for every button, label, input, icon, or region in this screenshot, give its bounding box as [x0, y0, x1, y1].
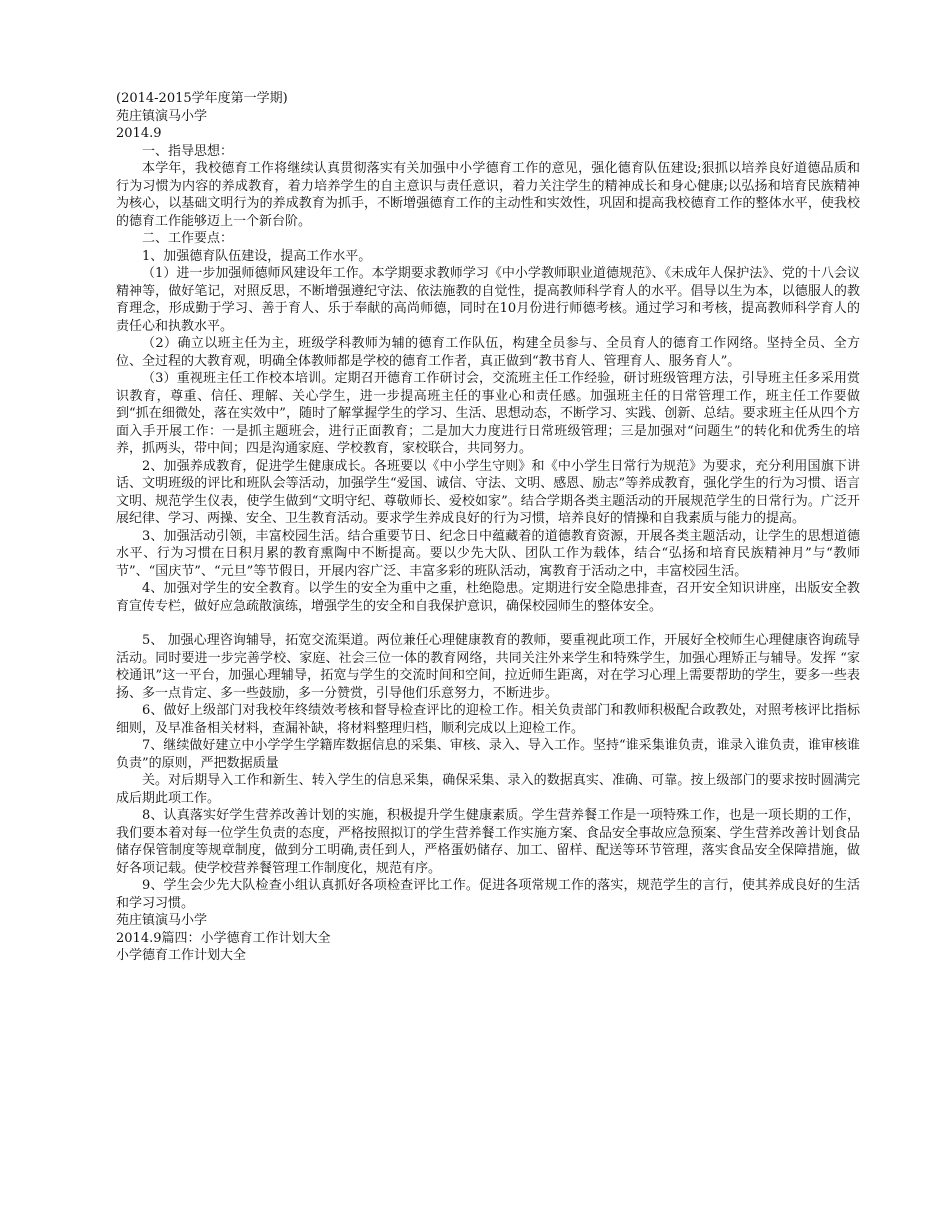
section-heading-guidance: 一、指导思想： — [142, 143, 234, 159]
item-1-heading: 1、加强德育队伍建设，提高工作水平。 — [142, 248, 372, 264]
intro-paragraph: 本学年，我校德育工作将继续认真贯彻落实有关加强中小学德育工作的意见，强化德育队伍建设;狠抓以培养良好道德品质和行为习惯为内容的养成教育，着力培养学生的自主意识与责任意识，着力关注学生的精神成长和身心健康;以弘扬和培育民族精神为核心，以基础文明行为的养成教育为抓手，不断增强德育工作的主动性和实效性，巩固和提高我校德育工作的整体水平，使我校的德育工作能够迈上一个新台阶。 — [116, 161, 860, 229]
blank-line — [116, 615, 860, 632]
item-1-3-paragraph: （3）重视班主任工作校本培训。定期召开德育工作研讨会，交流班主任工作经验，研讨班级管理方法，引导班主任多采用赏识教育，尊重、信任、理解、关心学生，进一步提高班主任的事业心和责任感。加强班主任的日常管理工作，班主任工作要做到“抓在细微处，落在实效中”，随时了解掌握学生的学习、生活、思想动态，不断学习、实践、创新、总结。要求班主任从四个方面入手开展工作：一是抓主题班会，进行正面教育；二是加大力度进行日常班级管理；三是加强对“问题生”的转化和优秀生的培养，抓两头，带中间；四是沟通家庭、学校教育，家校联合，共同努力。 — [116, 371, 860, 456]
item-4-paragraph: 4、加强对学生的安全教育。以学生的安全为重中之重，杜绝隐患。定期进行安全隐患排查，召开安全知识讲座，出版安全教育宣传专栏，做好应急疏散演练，增强学生的安全和自我保护意识，确保校园师生的整体安全。 — [116, 581, 860, 614]
item-1-1-paragraph: （1）进一步加强师德师风建设年工作。本学期要求教师学习《中小学教师职业道德规范》、《未成年人保护法》、党的十八会议精神等，做好笔记，对照反思，不断增强遵纪守法、依法施教的自觉性，提高教师科学育人的水平。倡导以生为本，以德服人的教育理念，形成勤于学习、善于育人、乐于奉献的高尚师德，同时在10月份进行师德考核。通过学习和考核，提高教师科学育人的责任心和执教水平。 — [116, 266, 860, 334]
school-name: 苑庄镇演马小学 — [116, 108, 208, 124]
item-3-paragraph: 3、加强活动引领，丰富校园生活。结合重要节日、纪念日中蕴藏着的道德教育资源，开展各类主题活动，让学生的思想道德水平、行为习惯在日积月累的教育熏陶中不断提高。要以少先大队、团队工作为载体，结合“弘扬和培育民族精神月”与“教师节”、“国庆节”、“元旦”等节假日，开展内容广泛、丰富多彩的班队活动，寓教育于活动之中，丰富校园生活。 — [116, 528, 860, 579]
footer-document-title: 小学德育工作计划大全 — [116, 948, 247, 963]
item-9-paragraph: 9、学生会少先大队检查小组认真抓好各项检查评比工作。促进各项常规工作的落实，规范学生的言行，使其养成良好的生活和学习习惯。 — [116, 878, 860, 911]
item-7-continuation: 关。对后期导入工作和新生、转入学生的信息采集，确保采集、录入的数据真实、准确、可靠。按上级部门的要求按时圆满完成后期此项工作。 — [116, 773, 860, 806]
item-2-paragraph: 2、加强养成教育，促进学生健康成长。各班要以《中小学生守则》和《中小学生日常行为规范》为要求，充分利用国旗下讲话、文明班级的评比和班队会等活动，加强学生“爱国、诚信、守法、文明、感恩、励志”等养成教育，强化学生的行为习惯、语言文明、规范学生仪表，使学生做到“文明守纪、尊敬师长、爱校如家”。结合学期各类主题活动的开展规范学生的日常行为。广泛开展纪律、学习、两操、安全、卫生教育活动。要求学生养成良好的行为习惯，培养良好的情操和自我素质与能力的提高。 — [116, 458, 860, 526]
item-8-paragraph: 8、认真落实好学生营养改善计划的实施，积极提升学生健康素质。学生营养餐工作是一项特殊工作，也是一项长期的工作，我们要本着对每一位学生负责的态度，严格按照拟订的学生营养餐工作实施方案、食品安全事故应急预案、学生营养改善计划食品储存保管制度等规章制度，做到分工明确,责任到人，严格蛋奶储存、加工、留样、配送等环节管理，落实食品安全保障措施，做好各项记载。使学校营养餐管理工作制度化，规范有序。 — [116, 808, 860, 876]
date-line: 2014.9 — [116, 126, 162, 141]
section-heading-tasks: 二、工作要点： — [142, 231, 234, 246]
item-1-2-paragraph: （2）确立以班主任为主，班级学科教师为辅的德育工作队伍，构建全员参与、全员育人的德育工作网络。坚持全员、全方位、全过程的大教育观，明确全体教师都是学校的德育工作者，真正做到“教书育人、管理育人、服务育人”。 — [116, 336, 860, 369]
item-5-paragraph: 5、 加强心理咨询辅导，拓宽交流渠道。两位兼任心理健康教育的教师，要重视此项工作，开展好全校师生心理健康咨询疏导活动。同时要进一步完善学校、家庭、社会三位一体的教育网络，共同关注外来学生和特殊学生，加强心理矫正与辅导。发挥 “家校通讯”这一平台，加强心理辅导，拓宽与学生的交流时间和空间，拉近师生距离，对在学习心理上需要帮助的学生，要多一些表扬、多一点肯定、多一些鼓励，多一分赞赏，引导他们乐意努力，不断进步。 — [116, 633, 860, 701]
item-6-paragraph: 6、做好上级部门对我校年终绩效考核和督导检查评比的迎检工作。相关负责部门和教师积极配合政教处，对照考核评比指标细则，及早准备相关材料，查漏补缺，将材料整理归档，顺利完成以上迎检工作。 — [116, 703, 860, 736]
footer-date-and-title: 2014.9篇四：小学德育工作计划大全 — [116, 930, 331, 946]
term-line: (2014-2015学年度第一学期) — [116, 91, 288, 106]
document-body — [116, 90, 860, 965]
footer-school-name: 苑庄镇演马小学 — [116, 913, 208, 928]
item-7-paragraph: 7、继续做好建立中小学学生学籍库数据信息的采集、审核、录入、导入工作。坚持“谁采集谁负责，谁录入谁负责，谁审核谁负责”的原则，严把数据质量 — [116, 738, 860, 771]
